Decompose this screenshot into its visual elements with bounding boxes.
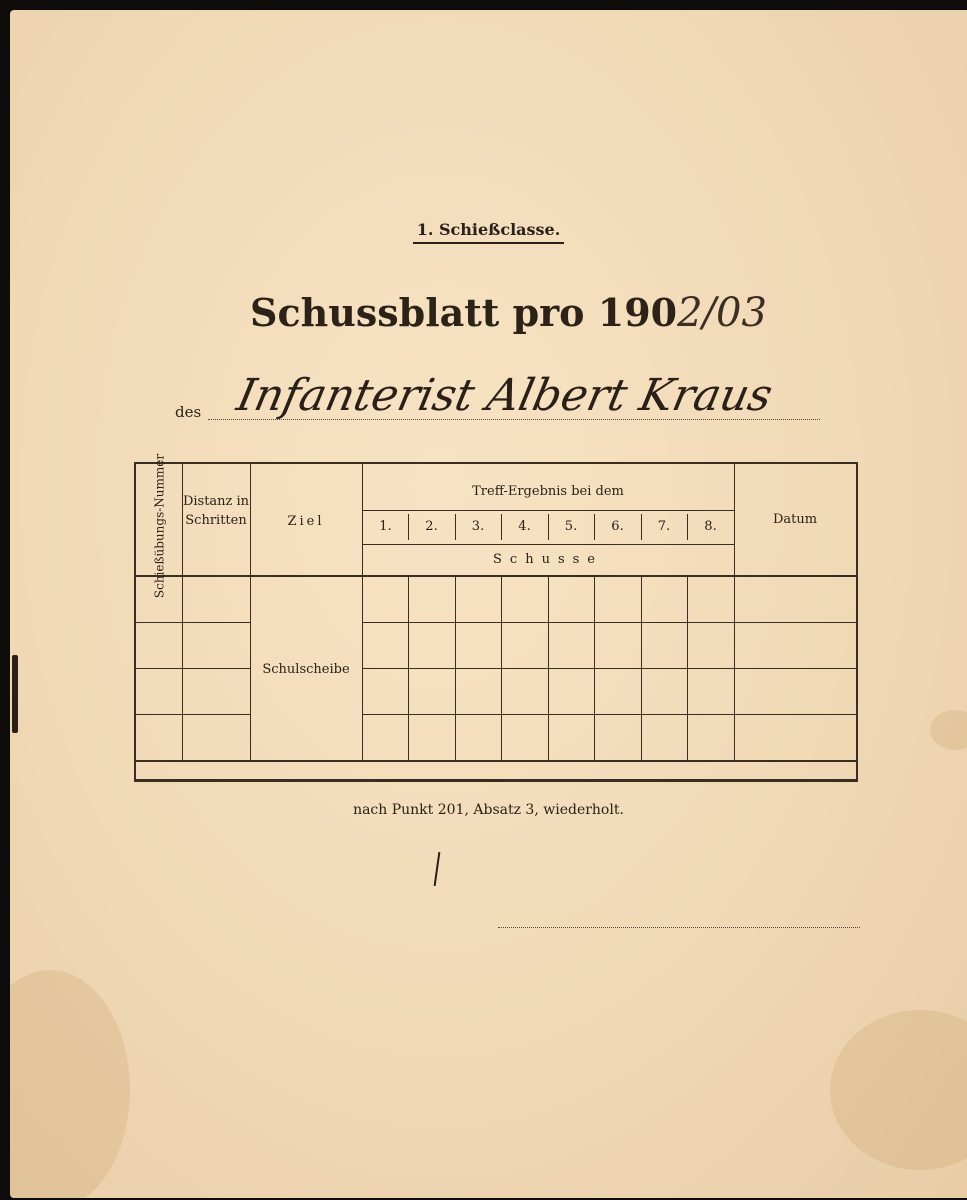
row-line	[136, 714, 250, 715]
header-bottom-line	[136, 575, 856, 577]
header-shots: Schusse	[493, 552, 603, 567]
shot-number-7: 7.	[657, 519, 671, 534]
header-line	[362, 544, 734, 545]
shot-number-4: 4.	[518, 519, 531, 534]
col-divider	[362, 464, 363, 760]
shot-number-3: 3.	[471, 519, 485, 534]
pen-stroke	[434, 852, 441, 886]
class-title: 1. Schießclasse.	[10, 220, 967, 244]
shot-number-5: 5.	[564, 519, 578, 534]
document-page	[10, 10, 967, 1198]
sheet-title	[250, 290, 767, 336]
header-hit-results: Treff-Ergebnis bei dem	[472, 484, 624, 499]
header-exercise-number: Schießübungs-Nummer	[152, 453, 167, 599]
row-line	[136, 668, 250, 669]
col-divider	[250, 464, 251, 760]
signature-line	[498, 927, 860, 928]
stain	[10, 970, 130, 1198]
header-target: Ziel	[287, 514, 325, 529]
header-line	[362, 510, 734, 511]
binding-mark	[12, 655, 18, 733]
stain	[930, 710, 967, 750]
sheet-title-year-handwritten: 2/03	[677, 290, 767, 336]
table-bottom-line	[136, 760, 856, 762]
shot-number-6: 6.	[611, 519, 624, 534]
shot-number-2: 2.	[425, 519, 438, 534]
row-line	[136, 622, 250, 623]
soldier-name-handwritten: Infanterist Albert Kraus	[232, 370, 777, 421]
sheet-title-printed: Schussblatt pro 190	[250, 290, 678, 335]
shot-number-1: 1.	[379, 519, 392, 534]
row-line	[362, 714, 856, 715]
col-divider	[734, 464, 735, 760]
stain	[830, 1010, 967, 1170]
target-value: Schulscheibe	[262, 662, 350, 677]
des-label: des	[175, 403, 202, 421]
row-line	[362, 668, 856, 669]
shot-number-8: 8.	[704, 519, 717, 534]
header-date: Datum	[772, 512, 818, 527]
shooting-table	[134, 453, 858, 782]
footer-note: nach Punkt 201, Absatz 3, wiederholt.	[353, 802, 624, 818]
header-distance: Distanz in Schritten	[182, 494, 250, 528]
row-line	[362, 622, 856, 623]
